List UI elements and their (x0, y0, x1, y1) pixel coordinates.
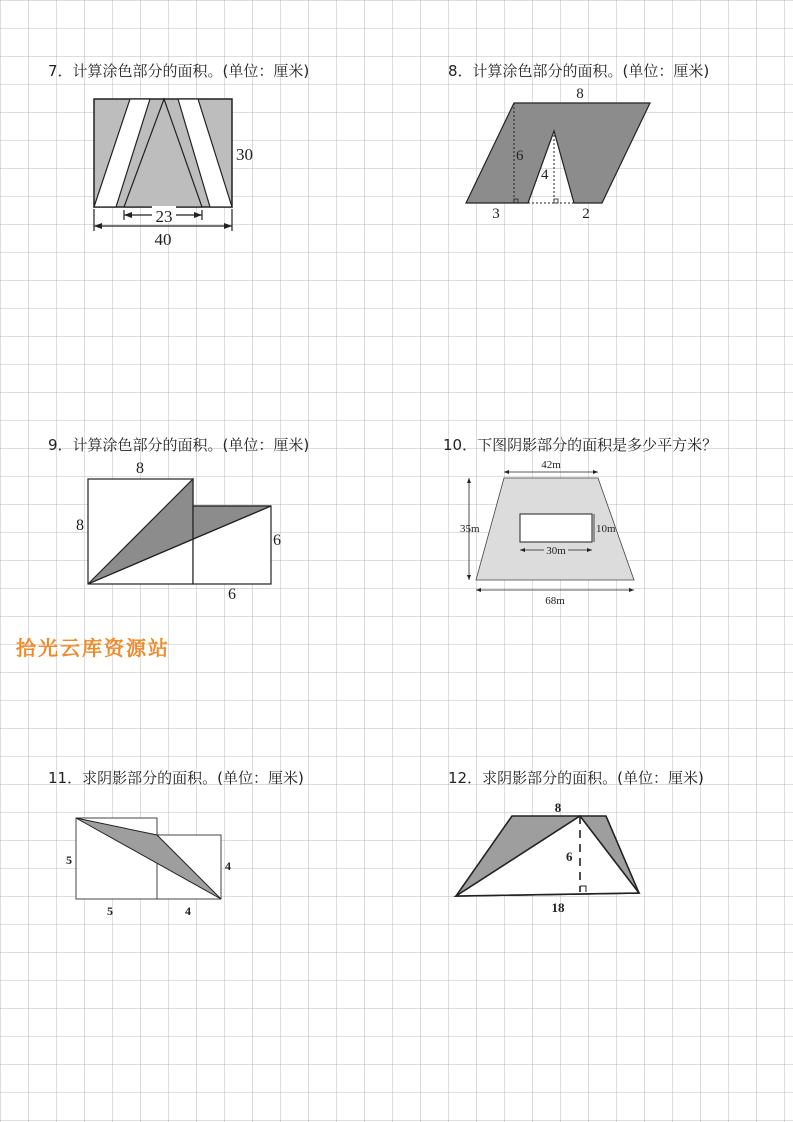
q9-label-top: 8 (136, 460, 144, 477)
q7-title: 7．计算涂色部分的面积。(单位：厘米) (48, 62, 310, 80)
q12-label-top: 8 (554, 800, 562, 815)
q8-label-height: 6 (516, 148, 524, 164)
q12-figure (450, 796, 650, 920)
q11-title: 11．求阴影部分的面积。(单位：厘米) (48, 769, 304, 787)
q9-label-bottom: 6 (228, 586, 236, 603)
q10-label-height: 35m (460, 523, 480, 535)
watermark-text: 拾光云库资源站 (16, 636, 170, 660)
q12-title: 12．求阴影部分的面积。(单位：厘米) (448, 769, 704, 787)
q9-label-right: 6 (273, 532, 281, 549)
q7-label-height: 30 (236, 145, 253, 164)
q11-label-b2: 4 (185, 904, 191, 918)
q10-label-rect-w: 30m (546, 545, 566, 557)
q7-label-base: 40 (154, 230, 172, 249)
q8-label-left: 3 (492, 206, 500, 222)
q7-label-inner: 23 (155, 207, 173, 226)
q10-figure (456, 456, 656, 608)
q11-figure (60, 810, 240, 922)
q9-figure (70, 456, 290, 606)
q10-title: 10．下图阴影部分的面积是多少平方米？ (443, 436, 718, 454)
q7-figure (86, 94, 286, 254)
q11-label-left: 5 (66, 853, 72, 867)
q8-title: 8．计算涂色部分的面积。(单位：厘米) (448, 62, 710, 80)
q12-label-bottom: 18 (551, 900, 565, 915)
q10-label-bottom: 68m (545, 595, 565, 607)
q9-label-left: 8 (76, 517, 84, 534)
q10-label-top: 42m (541, 459, 561, 471)
q8-label-right: 2 (582, 206, 590, 222)
q8-label-top: 8 (576, 86, 584, 102)
q11-label-right: 4 (225, 859, 231, 873)
q10-label-rect-h: 10m (596, 523, 616, 535)
q12-label-height: 6 (566, 849, 573, 864)
q8-figure (460, 84, 660, 224)
q10-inner-rectangle (520, 514, 592, 542)
q8-shaded-region (466, 103, 650, 203)
q8-label-tri-height: 4 (541, 167, 549, 183)
q11-label-b1: 5 (107, 904, 113, 918)
q9-title: 9．计算涂色部分的面积。(单位：厘米) (48, 436, 310, 454)
